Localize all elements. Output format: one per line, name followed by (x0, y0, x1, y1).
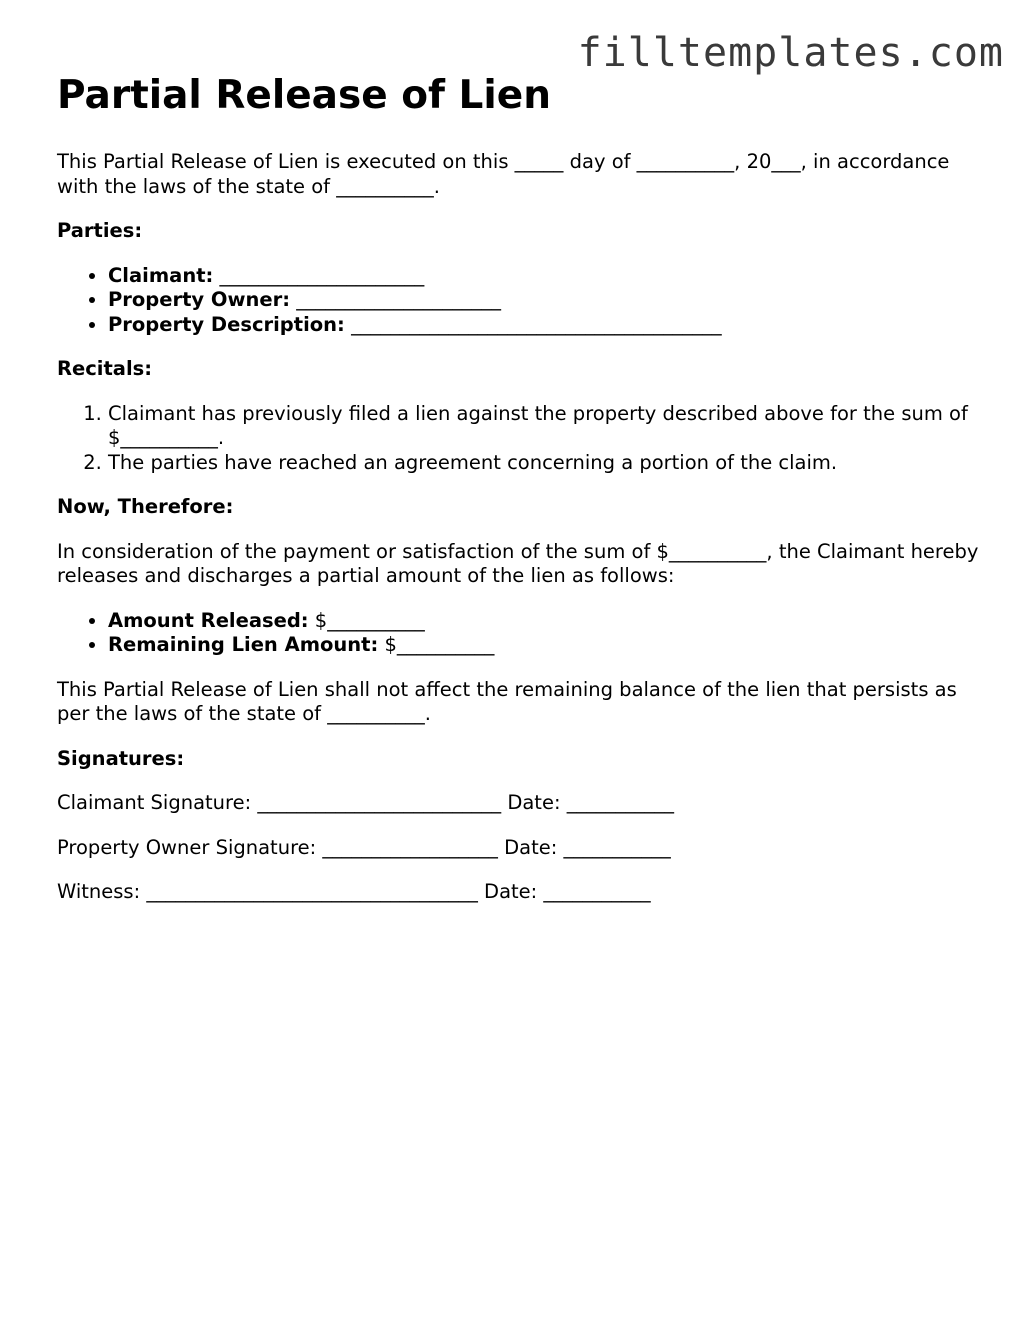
release-label: Remaining Lien Amount: (108, 633, 379, 656)
list-item (108, 264, 987, 289)
closing-paragraph: This Partial Release of Lien shall not affect the remaining balance of the lien that persists as per the laws of the state of __________. (57, 677, 957, 725)
document (57, 70, 987, 925)
document-title: Partial Release of Lien (57, 73, 551, 118)
party-blank: _____________________ (296, 288, 501, 311)
release-blank: $__________ (384, 633, 495, 656)
therefore-paragraph: In consideration of the payment or satisfaction of the sum of $__________, the Claimant hereby releases and discharges a partial amount of the lien as follows: (57, 539, 979, 587)
party-label: Claimant: (108, 263, 214, 287)
parties-list (57, 264, 987, 338)
therefore-heading: Now, Therefore: (57, 495, 234, 518)
party-blank: ______________________________________ (351, 312, 722, 336)
party-blank: _____________________ (219, 263, 425, 287)
list-item (108, 633, 987, 658)
list-item (108, 609, 987, 634)
list-item: 1. Claimant has previously filed a lien against the property described above for the sum of $__________. (108, 402, 987, 451)
recitals-heading: Recitals: (57, 357, 153, 380)
party-label: Property Owner: (108, 288, 291, 311)
release-list (57, 609, 987, 658)
watermark: filltemplates.com (577, 30, 1004, 76)
owner-signature-line: Property Owner Signature: __________________ Date: ___________ (57, 835, 671, 859)
intro-paragraph: This Partial Release of Lien is executed on this _____ day of __________, 20___, in accordance with the laws of the state of __________. (57, 150, 950, 198)
release-blank: $__________ (314, 608, 425, 632)
parties-heading: Parties: (57, 219, 143, 242)
claimant-signature-line: Claimant Signature: _________________________ Date: ___________ (57, 791, 674, 814)
party-label: Property Description: (108, 312, 345, 336)
list-item (108, 288, 987, 313)
recitals-list (57, 402, 987, 476)
signatures-heading: Signatures: (57, 746, 185, 770)
list-item: 2. The parties have reached an agreement concerning a portion of the claim. (108, 451, 987, 476)
list-item (108, 313, 987, 338)
release-label: Amount Released: (108, 608, 309, 632)
witness-signature-line: Witness: __________________________________ Date: ___________ (57, 880, 651, 903)
